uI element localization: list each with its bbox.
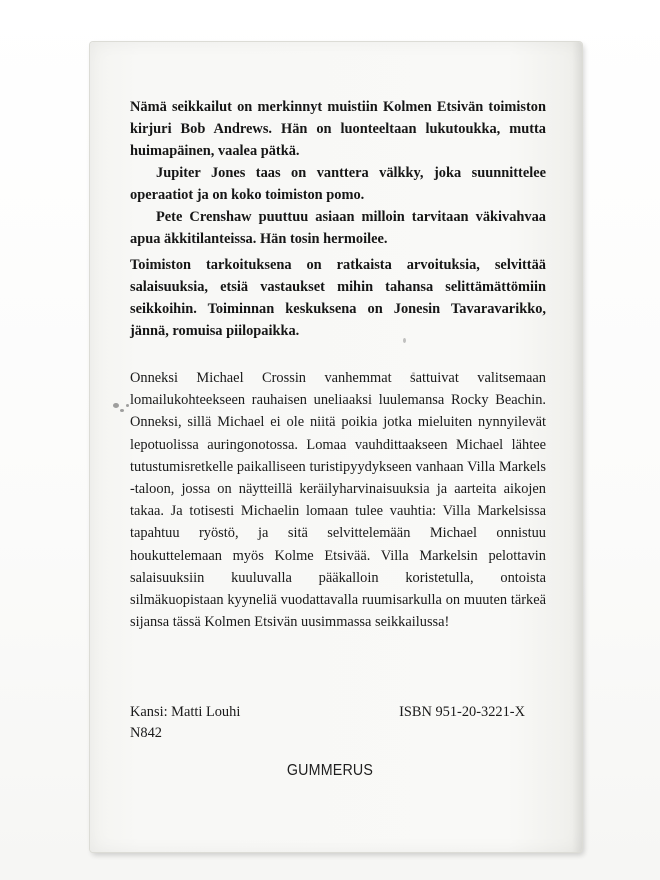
cover-scuff-mark	[412, 372, 415, 375]
intro-paragraph-jupiter: Jupiter Jones taas on vanttera välkky, joka suunnittelee operaatiot ja on koko toimiston pomo.	[130, 165, 546, 203]
intro-paragraph-pete: Pete Crenshaw puuttuu asiaan milloin tarvitaan väkivahvaa apua äkkitilanteissa. Hän tosin hermoilee.	[130, 209, 546, 247]
cover-scuff-mark	[403, 338, 406, 343]
cover-artist-credit: Kansi: Matti Louhi	[130, 704, 241, 720]
cover-scuff-mark	[113, 403, 119, 408]
character-intro	[130, 96, 546, 250]
cover-scuff-mark	[120, 409, 124, 412]
story-paragraph: Onneksi Michael Crossin vanhemmat sattuivat valitsemaan lomailukohteekseen rauhaisen uneliaaksi luulemansa Rocky Beachin. Onneksi, sillä Michael ei ole niitä poikia jotka mieluiten nynnyilevät lepotuolissa auringonotossa. Lomaa vauhdittaakseen Michael lähtee tutustumisretkelle paikalliseen turistipyydykseen vanhaan Villa Markels -taloon, jossa on näytteillä keräilyharvinaisuuksia ja aarteita aikojen takaa. Ja totisesti Michaelin lomaan tulee vauhtia: Villa Markelsissa tapahtuu ryöstö, ja sitä selvittelemään Michael onnistuu houkuttelemaan myös Kolme Etsivää. Villa Markelsin pelottavin salaisuuksiin kuuluvalla pääkalloin koristetulla, ontoista silmäkuopistaan kyyneliä vuodattavalla ruumisarkulla on muuten tärkeä sijansa tässä Kolmen Etsivän uusimmassa seikkailussa!	[130, 370, 546, 631]
intro-paragraph-bob: Nämä seikkailut on merkinnyt muistiin Kolmen Etsivän toimiston kirjuri Bob Andrews. Hän on luonteeltaan lukutoukka, mutta huimapäinen, vaalea pätkä.	[130, 99, 546, 159]
purpose-paragraph: Toimiston tarkoituksena on ratkaista arvoituksia, selvittää salaisuuksia, etsiä vastaukset mihin tahansa selittämättömiin seikkoihin. Toiminnan keskuksena on Jonesin Tavaravarikko, jännä, romuisa piilopaikka.	[130, 257, 546, 339]
cover-scuff-mark	[126, 404, 129, 407]
story-block	[130, 367, 546, 633]
series-code: N842	[130, 725, 162, 741]
isbn-number: ISBN 951-20-3221-X	[399, 704, 525, 720]
purpose-block	[130, 254, 546, 342]
publisher-logo: GUMMERUS	[286, 762, 374, 779]
cover-credits	[130, 702, 240, 744]
